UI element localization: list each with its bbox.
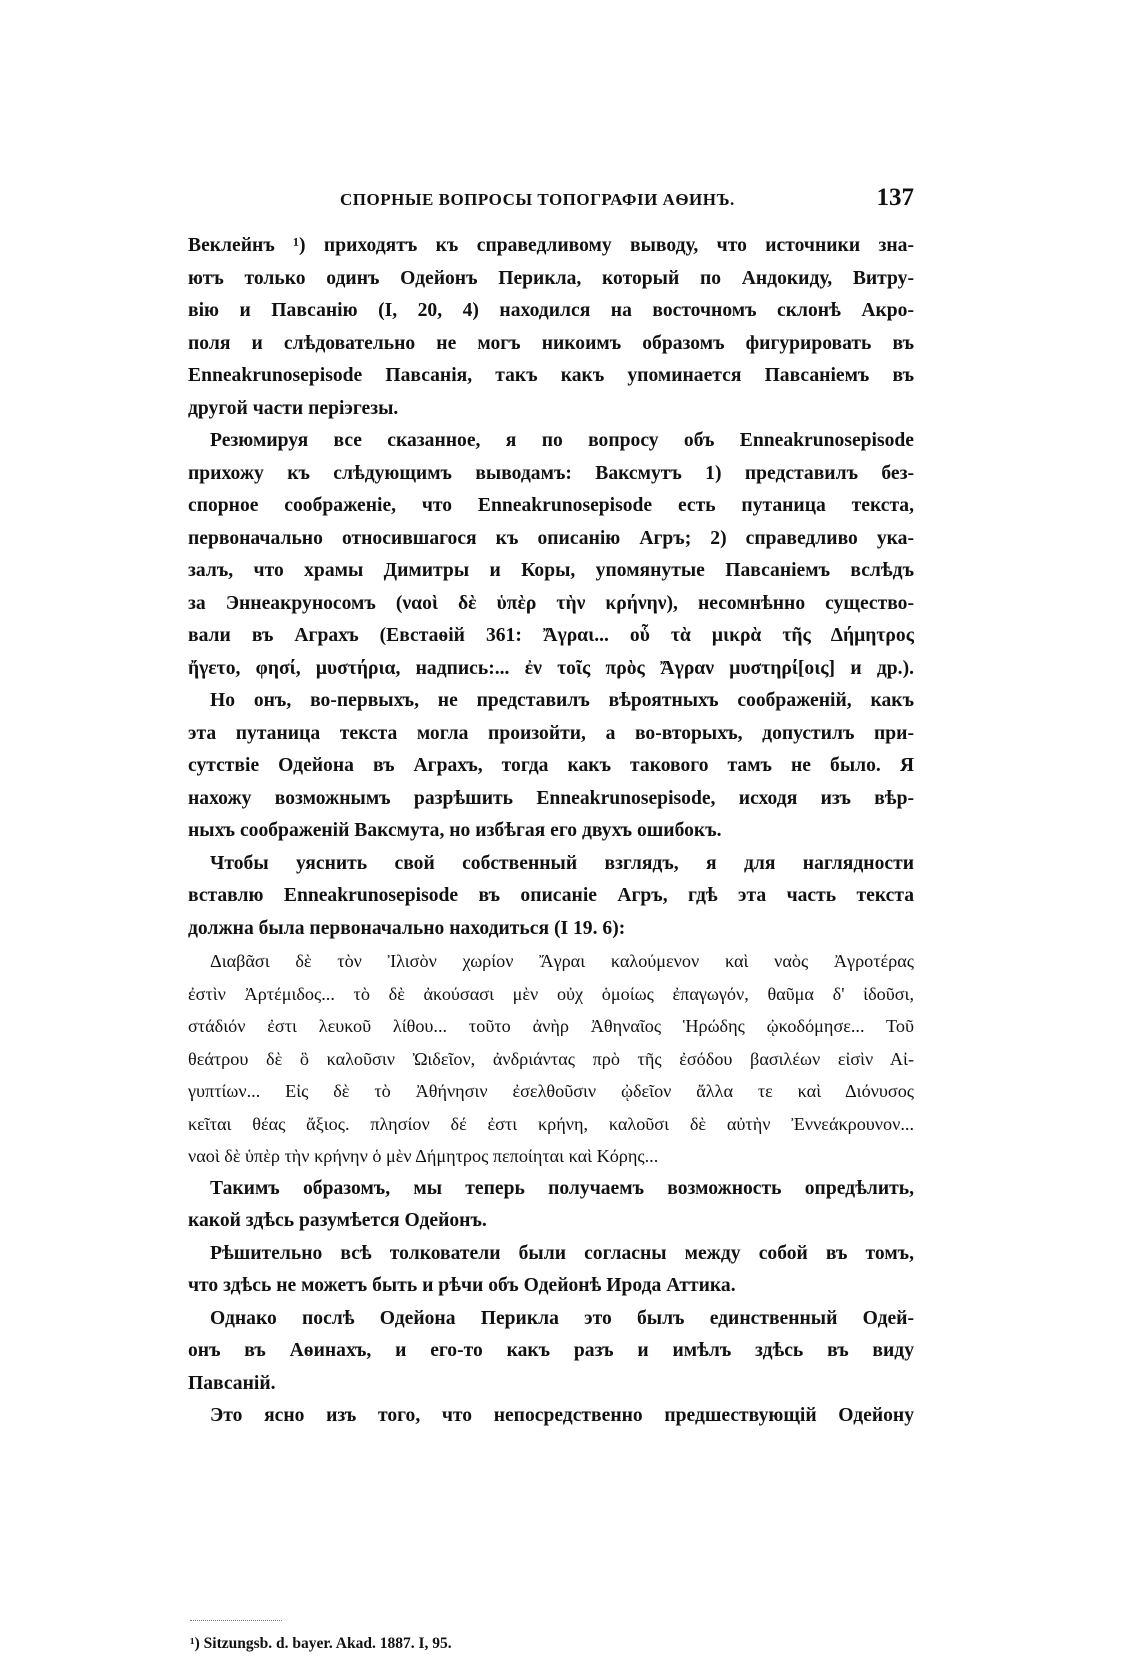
text-line: Рѣшительно всѣ толкователи были согласны между собой въ томъ,: [210, 1242, 914, 1264]
greek-quote-line: θεάτρου δὲ ὃ καλοῦσιν Ὠιδεῖον, ἀνδριάντας πρὸ τῆς ἐσόδου βασιλέων εἰσὶν Αἰ-: [188, 1048, 914, 1069]
greek-quote-line: στάδιόν ἐστι λευκοῦ λίθου... τοῦτο ἀνὴρ Ἀθηναῖος Ἡρώδης ᾠκοδόμησε... Τοῦ: [188, 1016, 914, 1036]
text-line: эта путаница текста могла произойти, а во-вторыхъ, допустилъ при-: [188, 722, 914, 744]
footnote: ¹) Sitzungsb. d. bayer. Akad. 1887. I, 95.: [190, 1635, 452, 1652]
body-text: [188, 230, 914, 1433]
text-line: спорное соображеніе, что Enneakrunosepisode есть путаница текста,: [188, 495, 914, 516]
footnote-divider: [190, 1620, 282, 1621]
text-line: Веклейнъ ¹) приходятъ къ справедливому выводу, что источники зна-: [188, 235, 914, 256]
text-line: должна была первоначально находиться (I 19. 6):: [188, 917, 626, 939]
text-line: первоначально относившагося къ описанію Агръ; 2) справедливо ука-: [188, 527, 914, 549]
text-line: Чтобы уяснить свой собственный взглядъ, я для наглядности: [210, 852, 914, 874]
text-line: за Эннеакруносомъ (ναοὶ δὲ ὑπὲρ τὴν κρήνην), несомнѣнно существо-: [188, 592, 914, 614]
greek-quote-line: ναοὶ δὲ ὑπὲρ τὴν κρήνην ὁ μὲν Δήμητρος πεποίηται καὶ Κόρης...: [188, 1146, 659, 1166]
running-title: СПОРНЫЕ ВОПРОСЫ ТОПОГРАФІИ АѲИНЪ.: [340, 190, 735, 209]
text-line: нахожу возможнымъ разрѣшить Enneakrunosepisode, исходя изъ вѣр-: [188, 787, 914, 809]
text-line: Однако послѣ Одейона Перикла это былъ единственный Одей-: [210, 1307, 914, 1329]
text-line: ютъ только одинъ Одейонъ Перикла, который по Андокиду, Витру-: [188, 267, 914, 289]
text-line: ныхъ соображеній Ваксмута, но избѣгая его двухъ ошибокъ.: [188, 820, 722, 841]
text-line: Павсаній.: [188, 1372, 276, 1394]
text-line: Enneakrunosepisode Павсанія, такъ какъ упоминается Павсаніемъ въ: [188, 365, 914, 386]
text-line: какой здѣсь разумѣется Одейонъ.: [188, 1210, 487, 1231]
greek-quote-line: γυπτίων... Εἰς δὲ τὸ Ἀθήνησιν ἐσελθοῦσιν ᾠδεῖον ἄλλα τε καὶ Διόνυσος: [188, 1081, 914, 1101]
text-line: Такимъ образомъ, мы теперь получаемъ возможность опредѣлить,: [210, 1177, 914, 1199]
text-line: вставлю Enneakrunosepisode въ описаніе Агръ, гдѣ эта часть текста: [188, 885, 914, 906]
page-header: [190, 184, 914, 216]
text-line: прихожу къ слѣдующимъ выводамъ: Ваксмутъ 1) представилъ без-: [188, 462, 914, 484]
page-number: 137: [876, 184, 914, 211]
text-line: поля и слѣдовательно не могъ никоимъ образомъ фигурировать въ: [188, 332, 914, 354]
greek-quote-line: κεῖται θέας ἄξιος. πλησίον δέ ἐστι κρήνη, καλοῦσι δὲ αὐτὴν Ἐννεάκρουνον...: [188, 1113, 914, 1134]
text-line: другой части періэгезы.: [188, 397, 399, 419]
text-line: вали въ Аграхъ (Евстаѳій 361: Ἄγραι... οὗ τὰ μικρὰ τῆς Δήμητρος: [188, 625, 914, 646]
text-line: залъ, что храмы Димитры и Коры, упомянутые Павсаніемъ вслѣдъ: [188, 560, 914, 581]
greek-quote-line: Διαβᾶσι δὲ τὸν Ἰλισὸν χωρίον Ἄγραι καλούμενον καὶ ναὸς Ἀγροτέρας: [210, 951, 914, 971]
greek-quote-line: ἐστὶν Ἀρτέμιδος... τὸ δὲ ἀκούσασι μὲν οὐχ ὁμοίως ἐπαγωγόν, θαῦμα δ' ἰδοῦσι,: [188, 983, 914, 1004]
text-line: онъ въ Аѳинахъ, и его-то какъ разъ и имѣлъ здѣсь въ виду: [188, 1340, 914, 1361]
text-line: Это ясно изъ того, что непосредственно предшествующій Одейону: [210, 1405, 914, 1426]
text-line: Но онъ, во-первыхъ, не представилъ вѣроятныхъ соображеній, какъ: [210, 690, 914, 711]
text-line: что здѣсь не можетъ быть и рѣчи объ Одейонѣ Ирода Аттика.: [188, 1275, 736, 1296]
text-line: сутствіе Одейона въ Аграхъ, тогда какъ такового тамъ не было. Я: [188, 755, 914, 776]
text-line: вію и Павсанію (I, 20, 4) находился на восточномъ склонѣ Акро-: [188, 300, 914, 321]
text-line: ἤγετο, φησί, μυστήρια, надпись:... ἐν τοῖς πρὸς Ἄγραν μυστηρί[οις] и др.).: [188, 657, 914, 679]
text-line: Резюмируя все сказанное, я по вопросу объ Enneakrunosepisode: [210, 430, 914, 451]
